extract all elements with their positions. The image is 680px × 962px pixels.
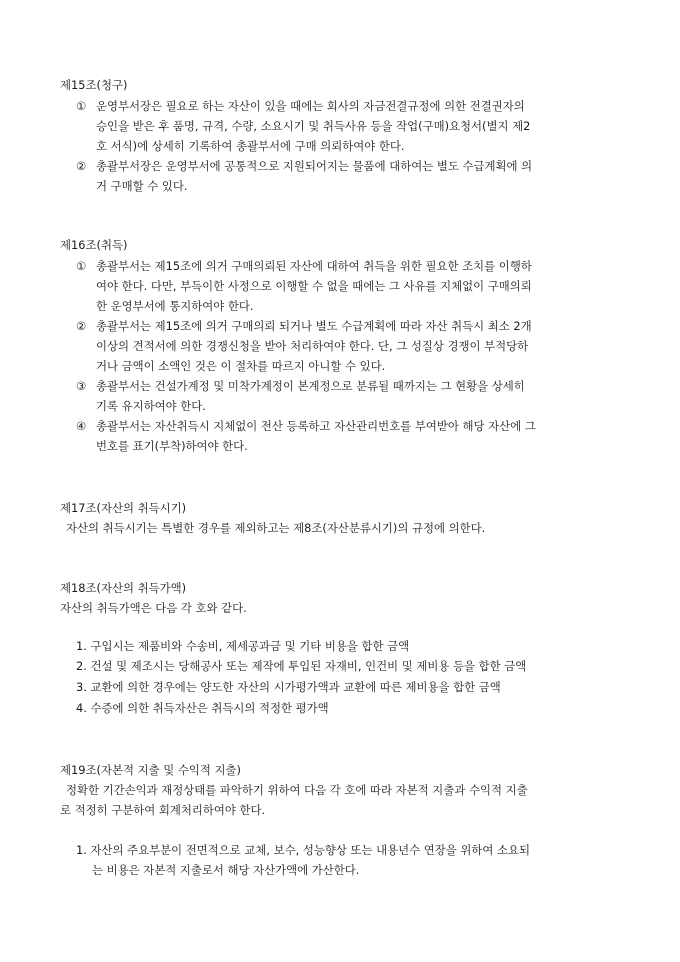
- article-18-list-item-2: 2. 건설 및 제조시는 당해공사 또는 제작에 투입된 자재비, 인건비 및 제비용 등을 합한 금액: [76, 659, 527, 673]
- article-16-item-4-marker: ④: [76, 419, 87, 433]
- article-16-item-2-marker: ②: [76, 319, 87, 333]
- article-19-list-item-1-line-2: 는 비용은 자본적 지출로서 해당 자산가액에 가산한다.: [92, 863, 360, 877]
- article-19-heading: 제19조(자본적 지출 및 수익적 지출): [60, 763, 241, 777]
- article-16-item-1-marker: ①: [76, 259, 87, 273]
- article-17-heading: 제17조(자산의 취득시기): [60, 501, 187, 515]
- article-19-body-line-1: 정확한 기간손익과 재정상태를 파악하기 위하여 다음 각 호에 따라 자본적 지출과 수익적 지출: [66, 783, 528, 797]
- article-17-body: 자산의 취득시기는 특별한 경우를 제외하고는 제8조(자산분류시기)의 규정에 의한다.: [66, 521, 486, 535]
- article-16-item-2-line-2: 이상의 견적서에 의한 경쟁신청을 받아 처리하여야 한다. 단, 그 성질상 경쟁이 부적당하: [96, 339, 529, 353]
- article-16-item-3-line-2: 기록 유지하여야 한다.: [96, 399, 206, 413]
- article-15-item-2-line-1: 총괄부서장은 운영부서에 공통적으로 지원되어지는 물품에 대하여는 별도 수급계획에 의: [96, 159, 533, 173]
- article-16-item-1-line-3: 한 운영부서에 통지하여야 한다.: [96, 299, 254, 313]
- article-18-heading: 제18조(자산의 취득가액): [60, 581, 187, 595]
- article-16-item-1-line-2: 여야 한다. 다만, 부득이한 사정으로 이행할 수 없을 때에는 그 사유를 지체없이 구매의뢰: [96, 279, 532, 293]
- article-16-item-2-line-3: 거나 금액이 소액인 것은 이 절차를 따르지 아니할 수 있다.: [96, 359, 386, 373]
- article-16-item-3-marker: ③: [76, 379, 87, 393]
- article-19-body-line-2: 로 적정히 구분하여 회계처리하여야 한다.: [60, 803, 266, 817]
- article-18-body: 자산의 취득가액은 다음 각 호와 같다.: [60, 601, 247, 615]
- article-16-item-4-line-1: 총괄부서는 자산취득시 지체없이 전산 등록하고 자산관리번호를 부여받아 해당 자산에 그: [96, 419, 536, 433]
- article-16-item-3-line-1: 총괄부서는 건설가계정 및 미착가계정이 본계정으로 분류될 때까지는 그 현황을 상세히: [96, 379, 525, 393]
- article-19-list-item-1-line-1: 1. 자산의 주요부분이 전면적으로 교체, 보수, 성능향상 또는 내용년수 연장을 위하여 소요되: [76, 843, 531, 857]
- article-18-list-item-1: 1. 구입시는 제품비와 수송비, 제세공과금 및 기타 비용을 합한 금액: [76, 639, 410, 653]
- article-16-item-1-line-1: 총괄부서는 제15조에 의거 구매의뢰된 자산에 대하여 취득을 위한 필요한 조치를 이행하: [96, 259, 532, 273]
- article-15-item-1-marker: ①: [76, 99, 87, 113]
- article-16-item-4-line-2: 번호를 표기(부착)하여야 한다.: [96, 439, 248, 453]
- article-18-list-item-3: 3. 교환에 의한 경우에는 양도한 자산의 시가평가액과 교환에 따른 제비용을 합한 금액: [76, 680, 501, 694]
- article-15-item-1-line-3: 호 서식)에 상세히 기록하여 총괄부서에 구매 의뢰하여야 한다.: [96, 139, 405, 153]
- article-15-item-1-line-1: 운영부서장은 필요로 하는 자산이 있을 때에는 회사의 자금전결규정에 의한 전결권자의: [96, 99, 525, 113]
- article-15-item-2-line-2: 거 구매할 수 있다.: [96, 179, 188, 193]
- article-16-heading: 제16조(취득): [60, 238, 128, 252]
- article-15-item-2-marker: ②: [76, 159, 87, 173]
- article-15-item-1-line-2: 승인을 받은 후 품명, 규격, 수량, 소요시기 및 취득사유 등을 작업(구매)요청서(별지 제2: [96, 119, 531, 133]
- article-16-item-2-line-1: 총괄부서는 제15조에 의거 구매의뢰 되거나 별도 수급계획에 따라 자산 취득시 최소 2개: [96, 319, 532, 333]
- article-15-heading: 제15조(청구): [60, 78, 128, 92]
- article-18-list-item-4: 4. 수증에 의한 취득자산은 취득시의 적정한 평가액: [76, 701, 329, 715]
